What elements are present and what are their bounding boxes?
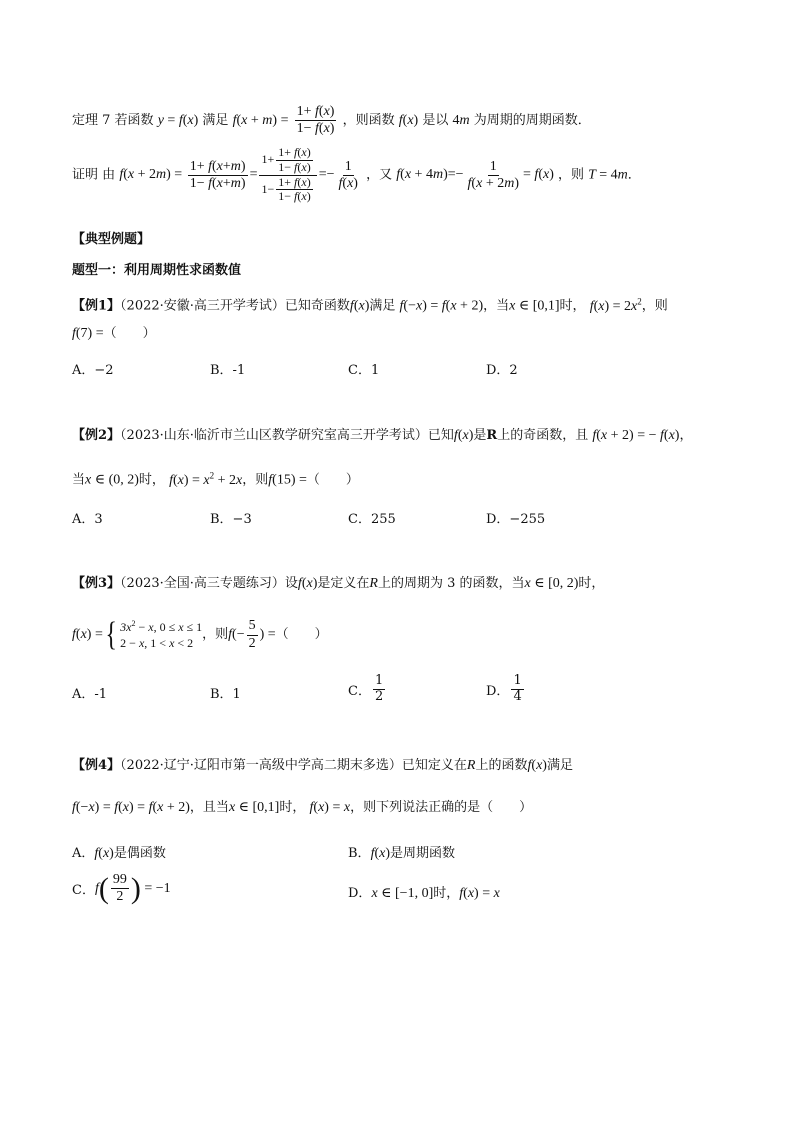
example2-tag: 【例2】 [72, 428, 121, 443]
example4-option-b[interactable]: B．f(x)是周期函数 [348, 846, 456, 861]
math-y-equals-fx: y = f(x) [157, 113, 199, 129]
example3-piecewise-line: f(x) ={ $3x^2 - x$, 0 ≤ x ≤ 1 2 − x, 1 < x < 2 ，则f(− $\frac{5}{2}$ ) =（ ） [72, 616, 328, 653]
example2-option-a[interactable]: A．3 [72, 512, 103, 527]
example1-tag: 【例1】 [72, 298, 121, 314]
example2-stem-line2: 当x ∈ (0, 2)时， $f(x) = x^2 + 2x$，则f(15) =（ ） [72, 470, 359, 488]
example2-option-d[interactable]: D．−255 [486, 512, 546, 527]
math-piecewise: f(x) ={ $3x^2 - x$, 0 ≤ x ≤ 1 2 − x, 1 < x < 2 [72, 616, 203, 653]
example3-stem: 【例3】（2023·全国·高三专题练习）设f(x)是定义在R上的周期为 3 的函数，当x ∈ [0, 2)时， [72, 576, 605, 591]
example1-source: （2022·安徽·高三开学考试） [120, 298, 285, 314]
example3-option-c[interactable]: C． $\frac{1}{2}$ [348, 673, 384, 704]
example4-option-d[interactable]: D．x ∈ [−1, 0]时，f(x) = x [348, 886, 500, 901]
example4-source: （2022·辽宁·辽阳市第一高级中学高二期末多选） [120, 758, 402, 773]
example1-stem-line2: f(7) =（ ） [72, 326, 156, 341]
example1-option-c[interactable]: C．1 [348, 363, 380, 378]
section-title: 【典型例题】 [72, 232, 151, 247]
example4-stem-line2: f(−x) = f(x) = f(x + 2)，且当x ∈ [0,1]时， f(x) = x，则下列说法正确的是（ ） [72, 800, 533, 815]
example3-option-d[interactable]: D． $\frac{1}{4}$ [486, 673, 522, 704]
example2-option-c[interactable]: C．255 [348, 512, 396, 527]
example3-tag: 【例3】 [72, 576, 121, 591]
example4-tag: 【例4】 [72, 758, 121, 773]
example2-source: （2023·山东·临沂市兰山区教学研究室高三开学考试） [120, 428, 428, 443]
proof-label: 证明 [72, 167, 99, 183]
theorem7-line: 定理 7 若函数 y = f(x) 满足 f(x + m) = $\frac{1+ f(x)}{1- f(x)}$ ，则函数 f(x) 是以 4m 为周期的周期函数． [72, 104, 591, 137]
example3-option-b[interactable]: B．1 [210, 687, 241, 702]
example1-option-d[interactable]: D．2 [486, 363, 518, 378]
theorem7-label: 定理 7 [72, 113, 111, 129]
math-proof-chain: f(x + 2m) = $\frac{1+ f(x+m)}{1- f(x+m)}$ = 1+ $\frac{1+ f(x)}{1- f(x)}$ 1− $\frac{1+ f(x)}{1- f(x)}$ =− $\frac{1}{f(x)}$ [119, 145, 358, 204]
proof-line: 证明 由 f(x + 2m) = $\frac{1+ f(x+m)}{1- f(x+m)}$ = 1+ $\frac{1+ f(x)}{1- f(x)}$ 1− $\frac{1+ f(x)}{1- f(x)}$ =− $\frac{1}{f(x)}$ ，又 f(x + 4m)=− $\frac{1}{f(x + 2m)}$ = f(x) ，则 T = 4m． [72, 145, 641, 204]
example4-option-c[interactable]: C．f( $\frac{99}{2}$ ) = −1 [72, 871, 171, 905]
type1-title: 题型一：利用周期性求函数值 [72, 263, 242, 278]
example2-option-b[interactable]: B．−3 [210, 512, 252, 527]
example1-stem: 【例1】（2022·安徽·高三开学考试）已知奇函数f(x)满足 f(−x) = f(x + 2)，当x ∈ [0,1]时， $f(x) = 2x^2$，则 [72, 296, 668, 314]
example3-source: （2023·全国·高三专题练习） [120, 576, 285, 591]
example1-option-b[interactable]: B．-1 [210, 363, 246, 378]
math-fraction: $\frac{1+ f(x)}{1- f(x)}$ [296, 104, 335, 137]
example4-stem: 【例4】（2022·辽宁·辽阳市第一高级中学高二期末多选）已知定义在R上的函数f(x)满足 [72, 758, 573, 773]
example1-option-a[interactable]: A．−2 [72, 363, 114, 378]
example4-option-a[interactable]: A．f(x)是偶函数 [72, 846, 166, 861]
example2-stem: 【例2】（2023·山东·临沂市兰山区教学研究室高三开学考试）已知f(x)是R上的奇函数，且 f(x + 2) = − f(x)， [72, 428, 693, 443]
example3-option-a[interactable]: A．-1 [72, 687, 108, 702]
math-f-x-plus-m: f(x + m) = [232, 113, 289, 129]
theorem7-text: 若函数 [114, 113, 154, 129]
